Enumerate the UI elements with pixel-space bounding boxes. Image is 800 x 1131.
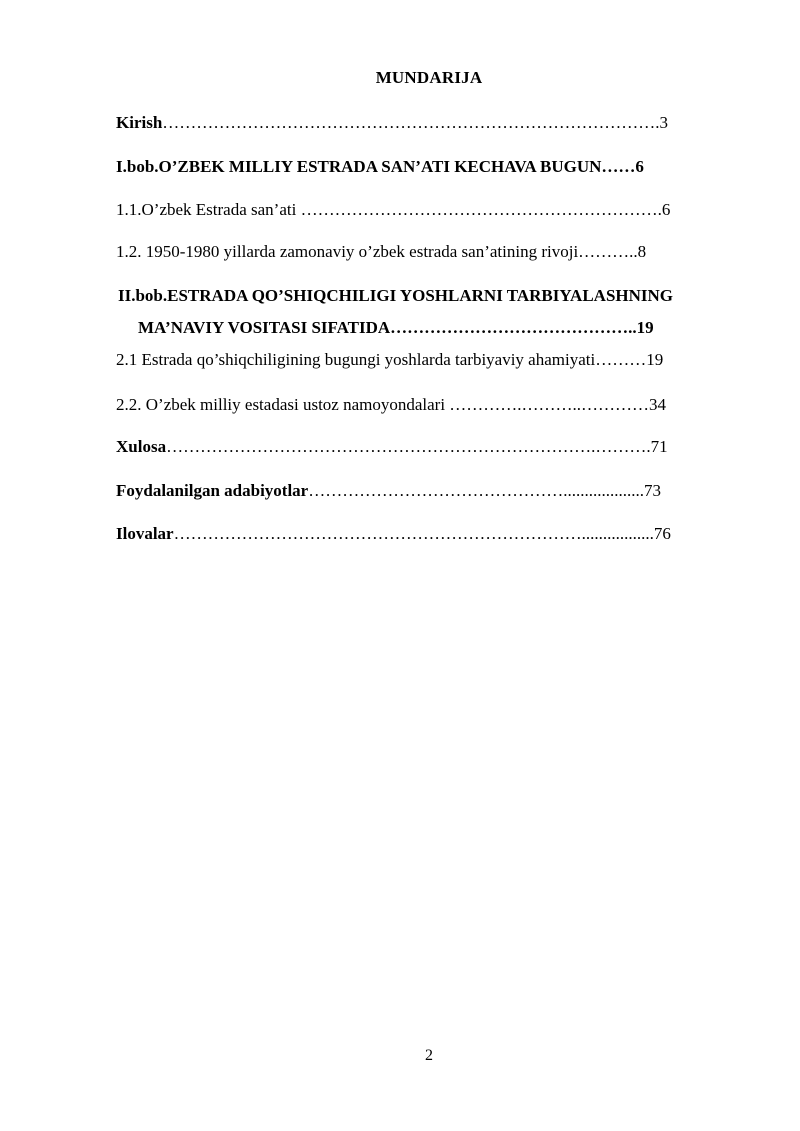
toc-entry-page: 71 (650, 437, 668, 456)
toc-entry-label: Foydalanilgan adabiyotlar (116, 481, 309, 500)
toc-entry-section-1-2: 1.2. 1950-1980 yillarda zamonaviy o’zbek estrada san’atining rivoji………..8 (116, 242, 647, 261)
toc-entry-section-1-1: 1.1.O’zbek Estrada san’ati ……………………………………………………….6 (116, 200, 671, 219)
toc-entry-chapter-1: I.bob.O’ZBEK MILLIY ESTRADA SAN’ATI KECHAVA BUGUN……6 (116, 157, 644, 176)
toc-entry-chapter-2-continuation: MA’NAVIY VOSITASI SIFATIDA……………………………………..19 (138, 318, 654, 337)
toc-entry-chapter-2: II.bob.ESTRADA QO’SHIQCHILIGI YOSHLARNI TARBIYALASHNING (118, 286, 674, 305)
toc-entry-leader: ………………………………………................... (308, 481, 644, 500)
toc-entry-section-2-2: 2.2. O’zbek milliy estadasi ustoz namoyondalari ………….………..…………34 (116, 395, 667, 414)
toc-entry-leader: ………………………………………………………………................. (173, 524, 654, 543)
toc-entry-label: Xulosa (116, 437, 167, 456)
toc-entry-page: 76 (653, 524, 671, 543)
toc-entry-ilovalar (116, 524, 671, 544)
toc-entry-page: 73 (643, 481, 661, 500)
toc-title: MUNDARIJA (375, 68, 483, 87)
toc-entry-section-2-1: 2.1 Estrada qo’shiqchiligining bugungi yoshlarda tarbiyaviy ahamiyati………19 (116, 350, 664, 369)
toc-entry-page: 3 (659, 113, 669, 132)
toc-entry-label: Kirish (116, 113, 163, 132)
toc-entry-kirish (116, 113, 668, 133)
toc-entry-leader: ………………………………………………………………….………. (166, 437, 651, 456)
page-number: 2 (425, 1047, 433, 1064)
toc-entry-leader: ……………………………………………………………………………. (162, 113, 660, 132)
toc-entry-label: Ilovalar (116, 524, 174, 543)
toc-entry-adabiyotlar (116, 481, 661, 501)
toc-entry-xulosa (116, 437, 668, 457)
